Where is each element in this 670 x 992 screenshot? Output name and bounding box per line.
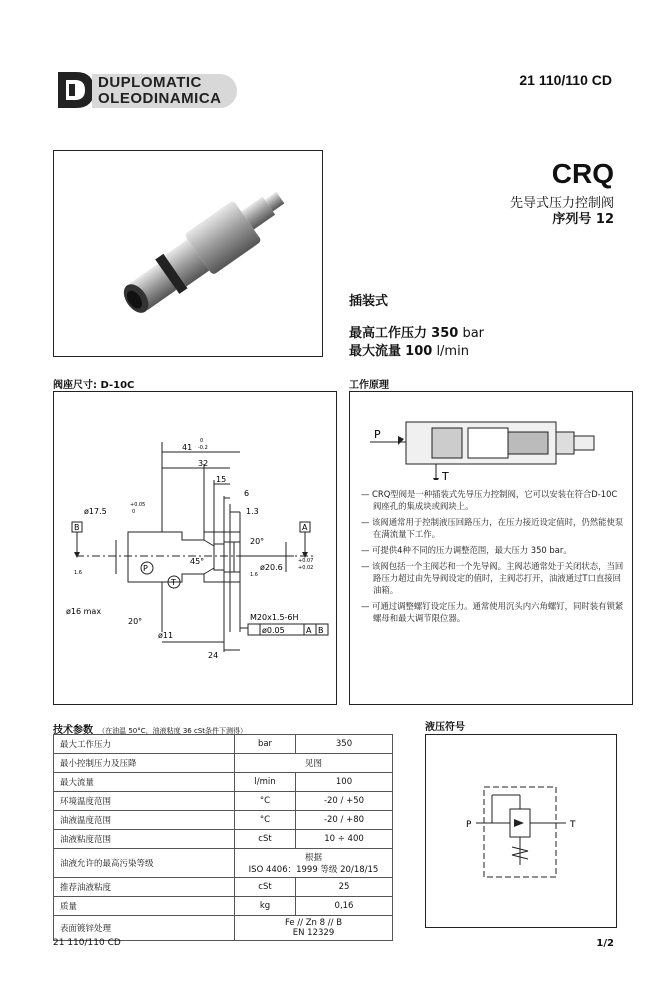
svg-text:B: B	[318, 626, 324, 635]
svg-text:0: 0	[200, 438, 204, 444]
dim-20-6: ø20.6	[260, 563, 283, 572]
table-row: 推荐油液粘度 cSt 25	[54, 878, 393, 897]
principle-label: 工作原理	[349, 380, 389, 391]
specs-table	[53, 734, 393, 941]
mounting-type: 插装式	[349, 294, 389, 309]
table-row: 油液温度范围 °C -20 / +80	[54, 811, 393, 830]
port-p-mark: P	[143, 564, 148, 573]
cavity-label: 阀座尺寸: D-10C	[53, 380, 135, 391]
brand-line2: OLEODINAMICA	[98, 90, 222, 107]
principle-bullet: — CRQ型阀是一种插装式先导压力控制阀，它可以安装在符合D-10C 阀座孔的集成块或阀块上。	[361, 489, 618, 511]
symbol-label: 液压符号	[425, 722, 465, 733]
brand-logo	[56, 68, 236, 112]
max-pressure: 最高工作压力 350 bar	[349, 326, 485, 341]
principle-port-p: P	[374, 428, 381, 441]
table-row: 油液允许的最高污染等级 根据 ISO 4406：1999 等级 20/18/15	[54, 849, 393, 878]
roughness-1: 1.6	[74, 570, 82, 576]
datum-a: A	[302, 523, 308, 532]
dim-15: 15	[216, 475, 227, 484]
brand-line1: DUPLOMATIC	[98, 74, 202, 91]
logo-mark-icon	[56, 68, 96, 112]
svg-text:0: 0	[132, 509, 136, 515]
principle-bullet: — 该阀通常用于控制液压回路压力，在压力接近设定值时，仍然能使泵在满流量下工作。	[361, 517, 624, 539]
hydraulic-symbol-icon	[426, 735, 616, 927]
product-name: 先导式压力控制阀	[509, 196, 614, 211]
footer-code: 21 110/110 CD	[53, 938, 121, 948]
dim-17-5: ø17.5	[84, 507, 107, 516]
dim-1-3: 1.3	[246, 507, 259, 516]
specs-label: 技术参数	[53, 725, 93, 736]
dim-24: 24	[208, 651, 219, 660]
svg-text:+0.02: +0.02	[298, 565, 314, 571]
valve-illustration-icon	[54, 151, 322, 356]
max-flow: 最大流量 100 l/min	[349, 344, 469, 359]
table-row: 环境温度范围 °C -20 / +50	[54, 792, 393, 811]
table-row: 最大工作压力 bar 350	[54, 735, 393, 754]
cavity-drawing-box	[53, 391, 337, 705]
dim-16-max: ø16 max	[66, 607, 102, 616]
symbol-port-p: P	[466, 820, 472, 830]
table-row: 质量 kg 0,16	[54, 897, 393, 916]
angle-20a: 20°	[250, 537, 265, 546]
product-model: CRQ	[551, 158, 614, 189]
thread-spec: M20x1.5-6H	[250, 613, 299, 622]
svg-text:A: A	[306, 626, 312, 635]
dim-11: ø11	[158, 631, 174, 640]
svg-text:-0.2: -0.2	[198, 445, 208, 451]
product-series: 序列号 12	[552, 212, 614, 227]
symbol-port-t: T	[570, 820, 576, 830]
principle-bullet: — 可通过调整螺钉设定压力。通常使用沉头内六角螺钉，同时装有锁紧螺母和最大调节限位器。	[361, 601, 624, 623]
tolerance-value: ø0.05	[262, 626, 285, 635]
dim-41: 41	[182, 443, 193, 452]
table-row: 最大流量 l/min 100	[54, 773, 393, 792]
principle-bullets	[361, 488, 626, 628]
angle-45: 45°	[190, 557, 205, 566]
hydraulic-symbol-box	[425, 734, 617, 928]
roughness-2: 1.6	[250, 572, 258, 578]
principle-port-t: T	[442, 470, 449, 480]
principle-bullet: — 该阀包括一个主阀芯和一个先导阀。主阀芯通常处于关闭状态，当回路压力超过由先导阀设定的值时，主阀芯打开，油液通过T口直接回油箱。	[361, 561, 624, 595]
principle-bullet: — 可提供4种不同的压力调整范围，最大压力 350 bar。	[361, 545, 572, 555]
svg-text:+0.07: +0.07	[298, 558, 314, 564]
angle-20b: 20°	[128, 617, 143, 626]
page-number: 1/2	[596, 938, 614, 949]
specs-note: （在油温 50°C，油液粘度 36 cSt条件下测得）	[98, 727, 248, 735]
cavity-drawing	[54, 392, 336, 704]
table-row: 表面镀锌处理 Fe // Zn 8 // B EN 12329	[54, 916, 393, 941]
dim-32: 32	[198, 459, 209, 468]
section-view-drawing	[350, 392, 632, 480]
table-row: 最小控制压力及压降 见图	[54, 754, 393, 773]
port-t-mark: T	[171, 578, 176, 587]
dim-6: 6	[244, 489, 250, 498]
svg-text:+0.05: +0.05	[130, 502, 146, 508]
document-code: 21 110/110 CD	[519, 72, 612, 88]
table-row: 油液粘度范围 cSt 10 ÷ 400	[54, 830, 393, 849]
product-photo	[53, 150, 323, 357]
datum-b: B	[74, 523, 80, 532]
